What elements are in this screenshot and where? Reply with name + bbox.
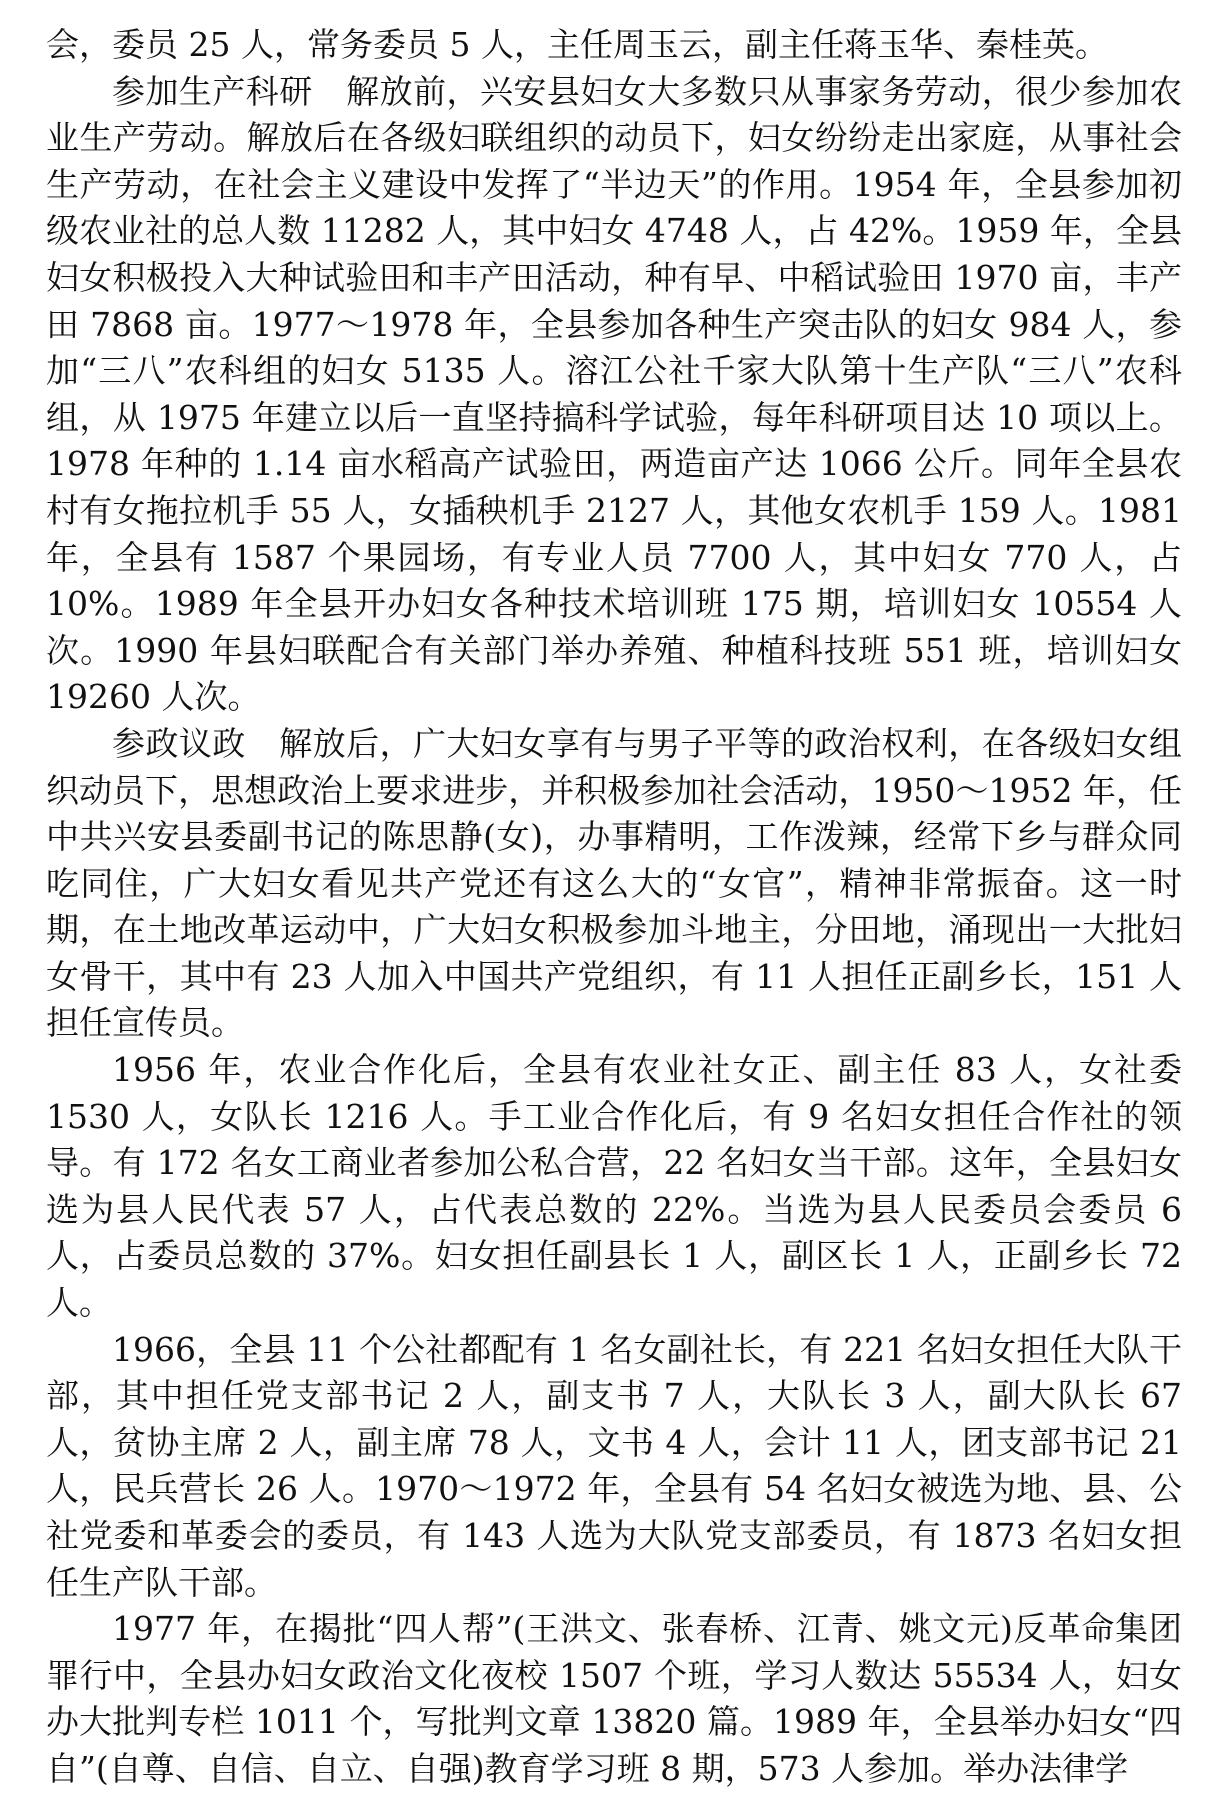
paragraph-production-research: 参加生产科研 解放前，兴安县妇女大多数只从事家务劳动，很少参加农业生产劳动。解放后在各级妇联组织的动员下，妇女纷纷走出家庭，从事社会生产劳动，在社会主义建设中发挥了“半边天”的作用。1954 年，全县参加初级农业社的总人数 11282 人，其中妇女 4748 人，占 42%。1959 年，全县妇女积极投入大种试验田和丰产田活动，种有早、中稻试验田 1970 亩，丰产田 7868 亩。1977～1978 年，全县参加各种生产突击队的妇女 984 人，参加“三八”农科组的妇女 5135 人。溶江公社千家大队第十生产队“三八”农科组，从 1975 年建立以后一直坚持搞科学试验，每年科研项目达 10 项以上。1978 年种的 1.14 亩水稻高产试验田，两造亩产达 1066 公斤。同年全县农村有女拖拉机手 55 人，女插秧机手 2127 人，其他女农机手 159 人。1981 年，全县有 1587 个果园场，有专业人员 7700 人，其中妇女 770 人，占 10%。1989 年全县开办妇女各种技术培训班 175 期，培训妇女 10554 人次。1990 年县妇联配合有关部门举办养殖、种植科技班 551 班，培训妇女 19260 人次。 [46,71,1182,717]
paragraph-continuation: 会，委员 25 人，常务委员 5 人，主任周玉云，副主任蒋玉华、秦桂英。 [46,25,1108,64]
paragraph-1977-night-schools: 1977 年，在揭批“四人帮”(王洪文、张春桥、江青、姚文元)反革命集团罪行中，全县办妇女政治文化夜校 1507 个班，学习人数达 55534 人，妇女办大批判专栏 1011 个，写批判文章 13820 篇。1989 年，全县举办妇女“四自”(自尊、自信、自立、自强)教育学习班 8 期，573 人参加。举办法律学 [46,1609,1182,1788]
paragraph-1956-cooperatives: 1956 年，农业合作化后，全县有农业社女正、副主任 83 人，女社委 1530 人，女队长 1216 人。手工业合作化后，有 9 名妇女担任合作社的领导。有 172 名女工商业者参加公私合营，22 名妇女当干部。这年，全县妇女选为县人民代表 57 人，占代表总数的 22%。当选为县人民委员会委员 6 人，占委员总数的 37%。妇女担任副县长 1 人，副区长 1 人，正副乡长 72 人。 [46,1050,1182,1323]
document-page [46,22,1182,1793]
paragraph-1966-cadres: 1966，全县 11 个公社都配有 1 名女副社长，有 221 名妇女担任大队干部，其中担任党支部书记 2 人，副支书 7 人，大队长 3 人，副大队长 67 人，贫协主席 2 人，副主席 78 人，文书 4 人，会计 11 人，团支部书记 21 人，民兵营长 26 人。1970～1972 年，全县有 54 名妇女被选为地、县、公社党委和革委会的委员，有 143 人选为大队党支部委员，有 1873 名妇女担任生产队干部。 [46,1329,1183,1602]
paragraph-political-participation: 参政议政 解放后，广大妇女享有与男子平等的政治权利，在各级妇女组织动员下，思想政治上要求进步，并积极参加社会活动，1950～1952 年，任中共兴安县委副书记的陈思静(女)，办事精明，工作泼辣，经常下乡与群众同吃同住，广大妇女看见共产党还有这么大的“女官”，精神非常振奋。这一时期，在土地改革运动中，广大妇女积极参加斗地主，分田地，涌现出一大批妇女骨干，其中有 23 人加入中国共产党组织，有 11 人担任正副乡长，151 人担任宣传员。 [46,723,1182,1043]
